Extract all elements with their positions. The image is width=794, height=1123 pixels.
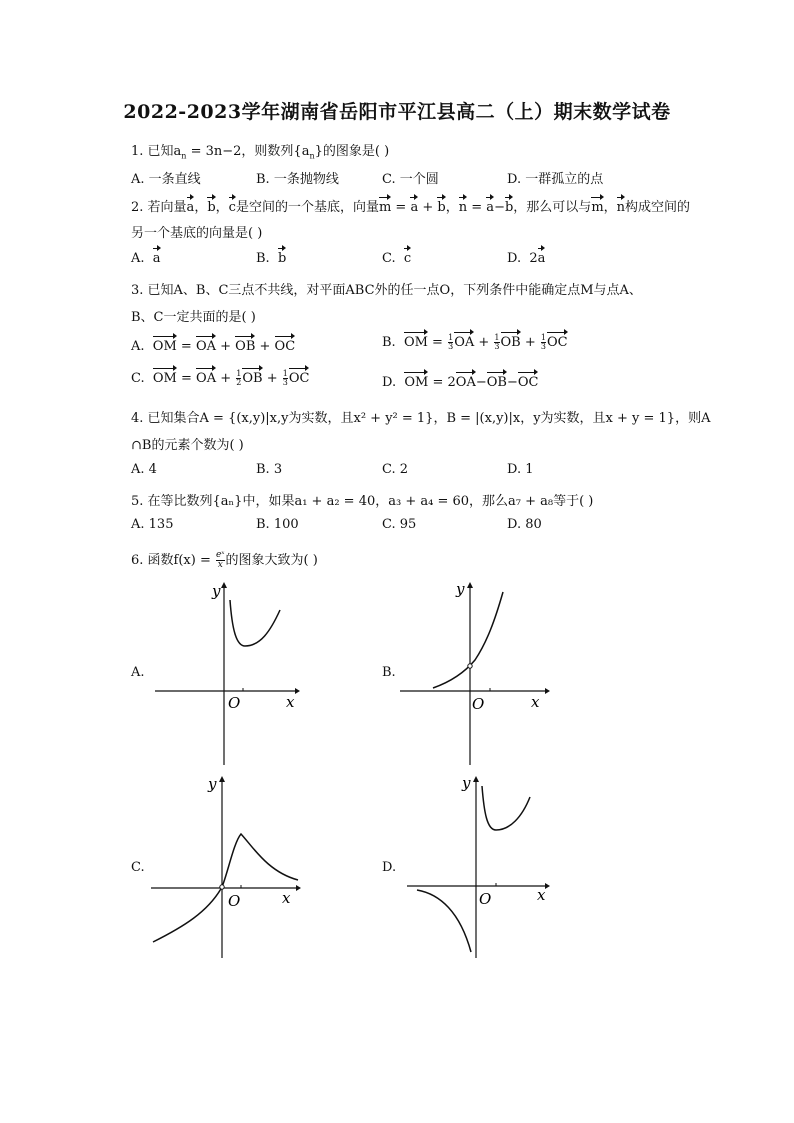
vector-om: OM <box>404 375 429 390</box>
x-axis-arrow-icon <box>545 883 550 889</box>
graph-option-d[interactable] <box>395 772 555 962</box>
y-axis-arrow-icon <box>219 776 225 782</box>
fraction <box>216 551 225 570</box>
graph-option-b[interactable] <box>395 580 555 770</box>
frac-den: 3 <box>448 342 454 351</box>
y-axis-label: y <box>462 774 471 792</box>
q4-option-b[interactable]: B. 3 <box>256 462 283 477</box>
q3-option-c[interactable]: C. OM = OA + $\frac{1}{2}$ OB + $\frac{1}{3}$ OC <box>131 369 310 387</box>
vector-n: n <box>458 200 468 215</box>
question-5-stem: 5. 在等比数列{aₙ}中，如果a₁ + a₂ = 40，a₃ + a₄ = 60，那么a₇ + a₈等于( ) <box>131 494 594 509</box>
q2-option-letter: B. <box>256 251 270 266</box>
q2-text: ， <box>445 200 459 215</box>
vector-oc: OC <box>288 371 310 386</box>
q4-option-a[interactable]: A. 4 <box>131 462 157 477</box>
vector-a: a <box>486 200 495 215</box>
origin-label: O <box>228 694 241 712</box>
frac-den: 3 <box>540 342 546 351</box>
vector-a: a <box>152 251 161 266</box>
vector-om: OM <box>403 335 428 350</box>
q1-option-b[interactable]: B. 一条抛物线 <box>256 172 339 187</box>
vector-oa: OA <box>455 375 476 390</box>
q2-option-letter: D. <box>507 251 522 266</box>
q1-sub: n <box>309 151 315 161</box>
vector-b: b <box>504 200 514 215</box>
coefficient: 2 <box>529 251 538 266</box>
vector-ob: OB <box>500 335 521 350</box>
q2-text: 构成空间的 <box>625 200 691 215</box>
frac-num: eˣ <box>215 550 225 560</box>
q2-text: = <box>391 200 411 215</box>
graph-option-c-label[interactable]: C. <box>131 860 145 875</box>
coefficient: 2 <box>447 375 456 390</box>
frac-den: x <box>217 560 223 570</box>
q2-text: ， <box>603 200 617 215</box>
curve-left-branch <box>417 890 471 952</box>
q4-option-d[interactable]: D. 1 <box>507 462 534 477</box>
q5-option-a[interactable]: A. 135 <box>131 517 174 532</box>
q1-option-a[interactable]: A. 一条直线 <box>131 172 201 187</box>
question-4-stem-line2: ∩B的元素个数为( ) <box>131 438 244 453</box>
open-point <box>468 664 472 668</box>
vector-b: b <box>277 251 287 266</box>
q2-text: 2. 若向量 <box>131 200 187 215</box>
q1-text: 1. 已知a <box>131 144 182 159</box>
curve <box>433 592 503 688</box>
frac-num: 1 <box>540 333 546 342</box>
vector-oa: OA <box>195 339 216 354</box>
x-axis-label: x <box>282 889 291 907</box>
origin-label: O <box>472 695 485 713</box>
y-axis-arrow-icon <box>473 776 479 782</box>
q3-option-b[interactable]: B. OM = $\frac{1}{3}$ OA + $\frac{1}{3}$ OB + $\frac{1}{3}$ OC <box>382 333 568 351</box>
x-axis-arrow-icon <box>296 885 301 891</box>
curve <box>230 600 280 646</box>
vector-m: m <box>591 200 604 215</box>
x-axis-arrow-icon <box>545 688 550 694</box>
y-axis-label: y <box>456 580 465 598</box>
frac-num: 1 <box>448 333 454 342</box>
vector-om: OM <box>152 371 177 386</box>
q2-text: 是空间的一个基底，向量 <box>235 200 379 215</box>
y-axis-arrow-icon <box>467 582 473 588</box>
y-axis-arrow-icon <box>221 582 227 588</box>
q1-text: = 3n−2，则数列{a <box>186 144 310 159</box>
q2-text: + <box>418 200 438 215</box>
q5-option-c[interactable]: C. 95 <box>382 517 417 532</box>
q2-text: = <box>467 200 487 215</box>
q1-option-d[interactable]: D. 一群孤立的点 <box>507 172 604 187</box>
graph-option-a-label[interactable]: A. <box>131 665 145 680</box>
vector-a: a <box>537 251 546 266</box>
vector-b: b <box>207 200 216 215</box>
curve-right-branch <box>482 786 530 830</box>
x-axis-label: x <box>531 693 540 711</box>
open-point <box>220 885 224 889</box>
question-4-stem: 4. 已知集合A = {(x,y)|x,y为实数，且x² + y² = 1}，B = |(x,y)|x，y为实数，且x + y = 1}，则A <box>131 411 711 426</box>
q5-option-b[interactable]: B. 100 <box>256 517 299 532</box>
question-6-stem <box>131 549 318 570</box>
vector-oa: OA <box>196 371 217 386</box>
origin-label: O <box>479 890 492 908</box>
fraction <box>541 334 546 351</box>
graph-option-b-label[interactable]: B. <box>382 665 396 680</box>
q2-option-letter: A. <box>131 251 145 266</box>
x-axis-label: x <box>286 693 295 711</box>
q2-option-c[interactable] <box>382 251 411 266</box>
vector-oc: OC <box>274 339 296 354</box>
question-3-stem: 3. 已知A、B、C三点不共线，对平面ABC外的任一点O，下列条件中能确定点M与点A、 <box>131 283 642 298</box>
x-axis-arrow-icon <box>295 688 300 694</box>
fraction <box>448 334 453 351</box>
q5-option-d[interactable]: D. 80 <box>507 517 542 532</box>
q2-text: − <box>494 200 505 215</box>
q3-option-letter: D. <box>382 375 397 390</box>
frac-den: 3 <box>282 378 288 387</box>
q1-text: }的图象是( ) <box>314 144 390 159</box>
question-1-stem <box>131 140 389 161</box>
graph-option-a[interactable] <box>150 580 300 770</box>
question-2-stem <box>131 196 690 215</box>
q2-text: ， <box>215 200 229 215</box>
vector-oc: OC <box>546 335 568 350</box>
question-2-stem-line2: 另一个基底的向量是( ) <box>131 226 263 241</box>
frac-num: 1 <box>282 369 288 378</box>
fraction <box>236 370 241 387</box>
q4-option-c[interactable]: C. 2 <box>382 462 409 477</box>
frac-den: 2 <box>236 378 242 387</box>
q6-text: 的图象大致为( ) <box>225 553 318 568</box>
question-3-stem-line2: B、C一定共面的是( ) <box>131 310 256 325</box>
y-axis-label: y <box>212 582 221 600</box>
frac-num: 1 <box>494 333 500 342</box>
exam-title: 2022-2023学年湖南省岳阳市平江县高二（上）期末数学试卷 <box>123 101 671 123</box>
q6-text: 6. 函数f(x) = <box>131 553 215 568</box>
x-axis-label: x <box>537 886 546 904</box>
vector-c: c <box>403 251 412 266</box>
q3-option-a[interactable]: A. OM = OA + OB + OC <box>131 339 296 354</box>
fraction <box>494 334 499 351</box>
vector-a: a <box>186 200 195 215</box>
vector-ob: OB <box>242 371 263 386</box>
q3-option-d[interactable]: D. OM = 2OA−OB−OC <box>382 375 539 390</box>
vector-ob: OB <box>486 375 507 390</box>
frac-num: 1 <box>236 369 242 378</box>
vector-oc: OC <box>517 375 539 390</box>
q3-option-letter: C. <box>131 371 145 386</box>
q3-option-letter: B. <box>382 335 396 350</box>
vector-ob: OB <box>235 339 256 354</box>
q2-option-a[interactable] <box>131 251 161 266</box>
q2-option-d[interactable] <box>507 251 545 266</box>
vector-c: c <box>228 200 236 215</box>
q2-option-b[interactable] <box>256 251 286 266</box>
q1-sub: n <box>181 151 187 161</box>
graph-option-c[interactable] <box>148 772 303 962</box>
q2-text: ，那么可以与 <box>513 200 592 215</box>
y-axis-label: y <box>208 775 217 793</box>
fraction <box>283 370 288 387</box>
q2-option-letter: C. <box>382 251 396 266</box>
vector-om: OM <box>152 339 177 354</box>
q3-option-letter: A. <box>131 339 145 354</box>
q1-option-c[interactable]: C. 一个圆 <box>382 172 439 187</box>
vector-m: m <box>378 200 392 215</box>
graph-option-d-label[interactable]: D. <box>382 860 397 875</box>
vector-b: b <box>437 200 446 215</box>
q2-text: ， <box>194 200 208 215</box>
vector-n: n <box>616 200 626 215</box>
origin-label: O <box>228 892 241 910</box>
frac-den: 3 <box>494 342 500 351</box>
vector-oa: OA <box>454 335 475 350</box>
vector-a: a <box>410 200 419 215</box>
